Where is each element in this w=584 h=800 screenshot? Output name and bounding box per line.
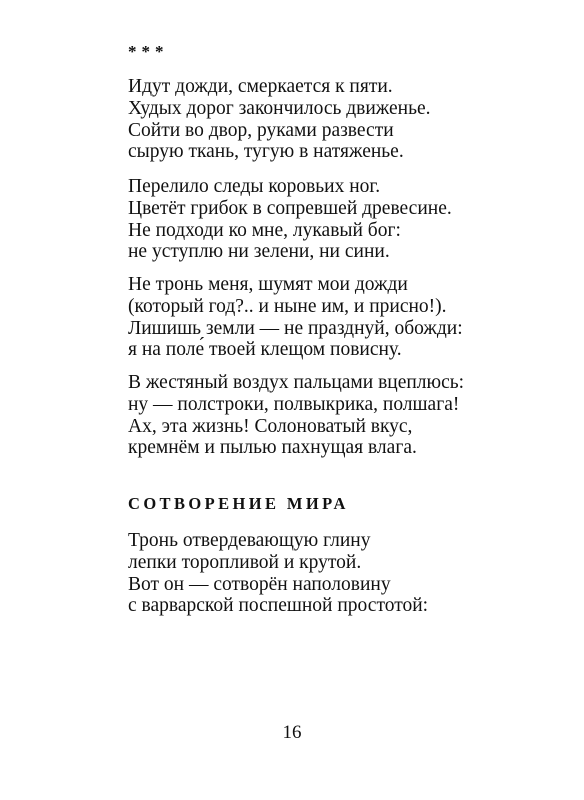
poem-line: Ах, эта жизнь! Солоноватый вкус, bbox=[128, 415, 413, 437]
poem-line: кремнём и пылью пахнущая влага. bbox=[128, 437, 417, 459]
poem-title: СОТВОРЕНИЕ МИРА bbox=[128, 494, 349, 513]
poem-line: с варварской поспешной простотой: bbox=[128, 595, 429, 617]
poem-line: Идут дожди, смеркается к пяти. bbox=[128, 76, 393, 97]
page-number: 16 bbox=[282, 722, 302, 743]
poem-line: Вот он — сотворён наполовину bbox=[128, 573, 391, 595]
stanza-4 bbox=[128, 372, 464, 459]
stanza-2 bbox=[128, 176, 452, 263]
poem-line: лепки торопливой и крутой. bbox=[128, 551, 362, 573]
poem-line: Тронь отвердевающую глину bbox=[128, 530, 371, 551]
poem-line: не уступлю ни зелени, ни сини. bbox=[128, 241, 390, 263]
poem-line: я на поле́ твоей клещом повисну. bbox=[128, 339, 402, 361]
stanza-5 bbox=[128, 530, 428, 617]
poem-line: В жестяный воздух пальцами вцеплюсь: bbox=[128, 372, 465, 393]
poem-line: Цветёт грибок в сопревшей древесине. bbox=[128, 197, 452, 219]
poem-line: ну — полстроки, полвыкрика, полшага! bbox=[128, 393, 460, 415]
poem-line: Лишишь земли — не празднуй, обожди: bbox=[128, 317, 463, 339]
poem-line: Перелило следы коровьих ног. bbox=[128, 176, 381, 197]
poem-line: Не подходи ко мне, лукавый бог: bbox=[128, 219, 401, 241]
poem-line: (который год?.. и ныне им, и присно!). bbox=[128, 295, 447, 317]
poem-line: сырую ткань, тугую в натяженье. bbox=[128, 141, 404, 163]
stanza-1 bbox=[128, 76, 431, 163]
stanza-3 bbox=[128, 274, 463, 361]
poem-line: Сойти во двор, руками развести bbox=[128, 119, 394, 141]
poem-line: Не тронь меня, шумят мои дожди bbox=[128, 274, 408, 295]
poem-separator-stars: *** bbox=[128, 42, 169, 61]
poem-line: Худых дорог закончилось движенье. bbox=[128, 97, 431, 119]
